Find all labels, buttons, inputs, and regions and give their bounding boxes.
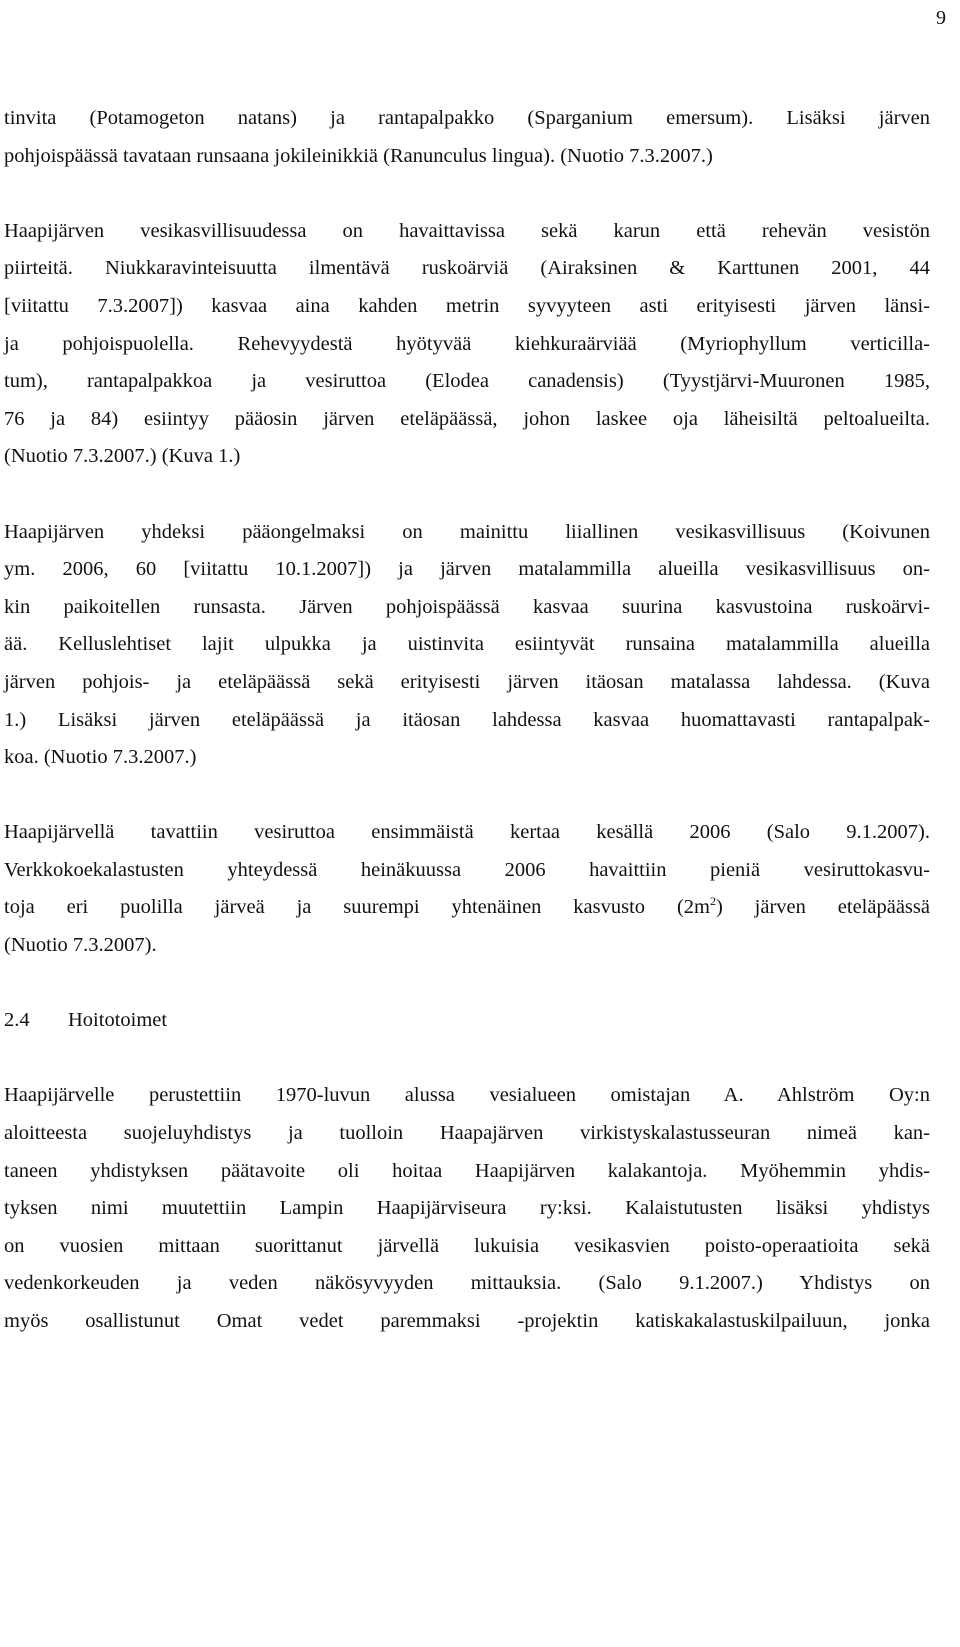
page-number: 9 — [936, 7, 946, 29]
text-line: [viitattu 7.3.2007]) kasvaa aina kahden metrin syvyyteen asti erityisesti järven länsi- — [4, 294, 930, 317]
text-fragment: toja eri puolilla järveä ja suurempi yhtenäinen kasvusto (2m — [4, 896, 710, 919]
paragraph-gap — [4, 965, 930, 1003]
text-line: ää. Kelluslehtiset lajit ulpukka ja uistinvita esiintyvät runsaina matalammilla alueilla — [4, 633, 930, 656]
section-number: 2.4 — [4, 1009, 30, 1032]
paragraph-4 — [4, 814, 930, 964]
paragraph-1 — [4, 100, 930, 175]
superscript: 2 — [709, 894, 716, 909]
text-line: Haapijärvelle perustettiin 1970-luvun alussa vesialueen omistajan A. Ahlström Oy:n — [4, 1084, 930, 1107]
text-line-with-superscript — [4, 889, 930, 927]
document-body — [4, 100, 930, 1341]
text-line: kin paikoitellen runsasta. Järven pohjoispäässä kasvaa suurina kasvustoina ruskoärvi- — [4, 595, 930, 618]
paragraph-gap — [4, 1040, 930, 1078]
text-line: (Nuotio 7.3.2007.) (Kuva 1.) — [4, 445, 241, 468]
text-line: tyksen nimi muutettiin Lampin Haapijärviseura ry:ksi. Kalaistutusten lisäksi yhdistys — [4, 1197, 930, 1220]
text-line: ja pohjoispuolella. Rehevyydestä hyötyvää kiehkuraärviää (Myriophyllum verticilla- — [4, 332, 930, 355]
text-line: tum), rantapalpakkoa ja vesiruttoa (Elodea canadensis) (Tyystjärvi-Muuronen 1985, — [4, 370, 930, 393]
text-line: koa. (Nuotio 7.3.2007.) — [4, 746, 197, 769]
text-line: Verkkokoekalastusten yhteydessä heinäkuussa 2006 havaittiin pieniä vesiruttokasvu- — [4, 858, 930, 881]
text-fragment: ) järven eteläpäässä — [715, 896, 930, 919]
text-line: on vuosien mittaan suorittanut järvellä lukuisia vesikasvien poisto-operaatioita sekä — [4, 1234, 930, 1257]
section-heading — [4, 1002, 930, 1040]
text-line: tinvita (Potamogeton natans) ja rantapalpakko (Sparganium emersum). Lisäksi järven — [4, 107, 930, 129]
text-line: Haapijärvellä tavattiin vesiruttoa ensimmäistä kertaa kesällä 2006 (Salo 9.1.2007). — [4, 821, 930, 844]
text-line: taneen yhdistyksen päätavoite oli hoitaa Haapijärven kalakantoja. Myöhemmin yhdis- — [4, 1159, 930, 1182]
text-line: Haapijärven yhdeksi pääongelmaksi on mainittu liiallinen vesikasvillisuus (Koivunen — [4, 520, 930, 543]
text-line: vedenkorkeuden ja veden näkösyvyyden mittauksia. (Salo 9.1.2007.) Yhdistys on — [4, 1272, 930, 1295]
text-line: myös osallistunut Omat vedet paremmaksi -projektin katiskakalastuskilpailuun, jonka — [4, 1310, 930, 1332]
text-line: 76 ja 84) esiintyy pääosin järven eteläpäässä, johon laskee oja läheisiltä peltoalueilta. — [4, 407, 930, 430]
paragraph-2 — [4, 213, 930, 476]
text-line: pohjoispäässä tavataan runsaana jokileinikkiä (Ranunculus lingua). (Nuotio 7.3.2007.) — [4, 144, 713, 167]
text-line: (Nuotio 7.3.2007). — [4, 934, 157, 957]
paragraph-gap — [4, 476, 930, 514]
paragraph-5 — [4, 1077, 930, 1340]
text-line: aloitteesta suojeluyhdistys ja tuolloin Haapajärven virkistyskalastusseuran nimeä kan- — [4, 1122, 930, 1145]
paragraph-gap — [4, 777, 930, 815]
section-title: Hoitotoimet — [68, 1009, 168, 1032]
paragraph-3 — [4, 514, 930, 777]
text-line: järven pohjois- ja eteläpäässä sekä erityisesti järven itäosan matalassa lahdessa. (Kuva — [4, 670, 930, 693]
text-line: 1.) Lisäksi järven eteläpäässä ja itäosan lahdessa kasvaa huomattavasti rantapalpak- — [4, 708, 930, 731]
text-line: Haapijärven vesikasvillisuudessa on havaittavissa sekä karun että rehevän vesistön — [4, 219, 930, 242]
paragraph-gap — [4, 175, 930, 213]
text-line: ym. 2006, 60 [viitattu 10.1.2007]) ja järven matalammilla alueilla vesikasvillisuus on- — [4, 558, 930, 581]
text-line: piirteitä. Niukkaravinteisuutta ilmentävä ruskoärviä (Airaksinen & Karttunen 2001, 44 — [4, 257, 930, 280]
